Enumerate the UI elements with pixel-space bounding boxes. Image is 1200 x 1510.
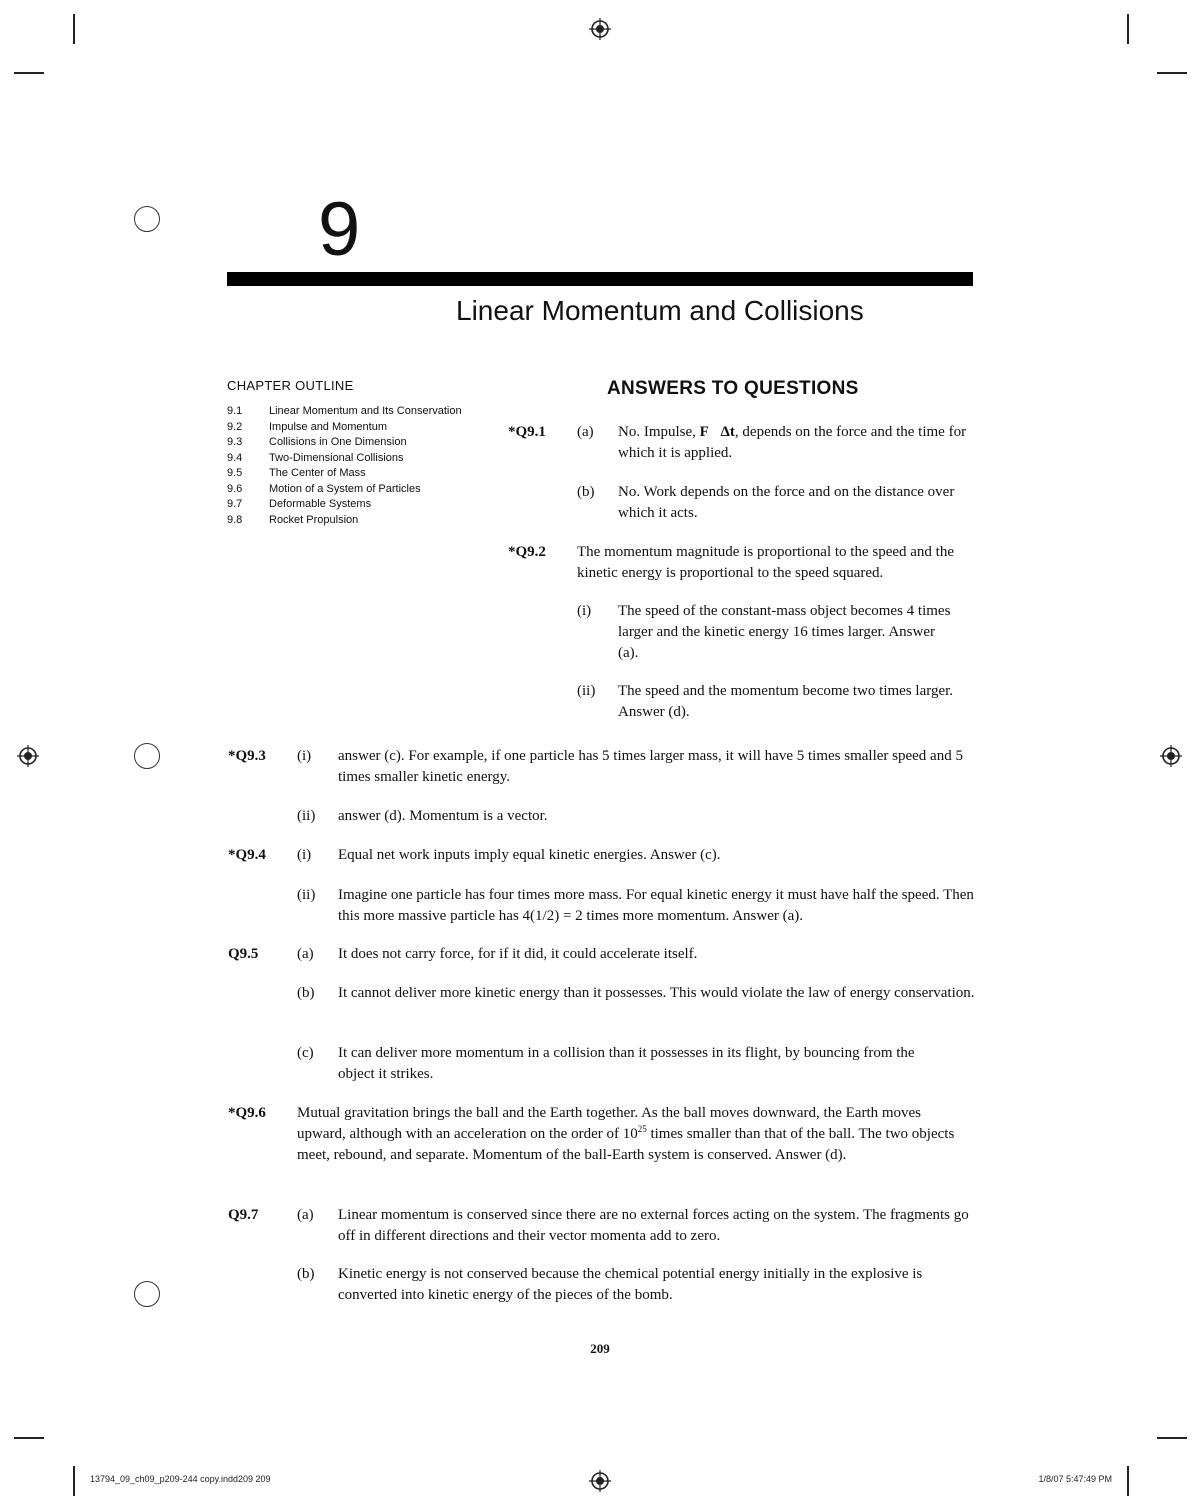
answers-heading: ANSWERS TO QUESTIONS bbox=[607, 378, 859, 399]
outline-item-title: Two-Dimensional Collisions bbox=[269, 451, 404, 464]
part-label: (b) bbox=[577, 484, 595, 500]
part-label: (b) bbox=[297, 1266, 315, 1282]
registration-mark-left-icon bbox=[17, 745, 39, 767]
outline-item-number: 9.7 bbox=[227, 498, 243, 510]
outline-item bbox=[227, 404, 477, 420]
crop-mark-top-left-horizontal bbox=[14, 72, 44, 74]
question-label: *Q9.4 bbox=[228, 847, 266, 863]
part-text: It cannot deliver more kinetic energy than it possesses. This would violate the law of energy conservation. bbox=[338, 985, 975, 1001]
crop-mark-top-right-horizontal bbox=[1157, 72, 1187, 74]
outline-item-number: 9.5 bbox=[227, 467, 243, 479]
part-text: Kinetic energy is not conserved because the chemical potential energy initially in the explosive is converted into kinetic energy of the pieces of the bomb. bbox=[338, 1266, 923, 1303]
outline-item-title: Rocket Propulsion bbox=[269, 513, 359, 526]
impulse-symbol: F⃗Δt bbox=[699, 424, 735, 440]
part-text: answer (d). Momentum is a vector. bbox=[338, 808, 548, 824]
part-label: (a) bbox=[297, 946, 314, 962]
outline-item-number: 9.1 bbox=[227, 405, 243, 417]
part-label: (ii) bbox=[577, 683, 596, 699]
outline-item bbox=[227, 420, 477, 436]
outline-item-number: 9.4 bbox=[227, 451, 243, 464]
outline-item bbox=[227, 497, 477, 513]
part-text: It does not carry force, for if it did, it could accelerate itself. bbox=[338, 946, 698, 962]
crop-mark-bottom-left-vertical bbox=[73, 1466, 75, 1496]
outline-item-number: 9.6 bbox=[227, 482, 243, 495]
question-label: Q9.5 bbox=[228, 946, 259, 962]
question-label: *Q9.2 bbox=[508, 544, 546, 560]
outline-item bbox=[227, 435, 477, 451]
part-label: (i) bbox=[577, 603, 592, 619]
question-text-lead: Mutual gravitation brings the ball and the Earth together. As the ball moves downward, the Earth moves upward, although with an acceleration on the order of 10 bbox=[297, 1105, 922, 1142]
outline-heading: CHAPTER OUTLINE bbox=[227, 378, 354, 393]
outline-item-title: Linear Momentum and Its Conservation bbox=[269, 405, 462, 417]
binder-hole-top bbox=[134, 206, 160, 232]
question-text-tail: times smaller than that of the ball. The two objects meet, rebound, and separate. Momentum of the ball-Earth system is conserved. Answer (d). bbox=[297, 1126, 955, 1163]
binder-hole-bottom bbox=[134, 1281, 160, 1307]
exponent: 25 bbox=[637, 1124, 647, 1134]
chapter-rule bbox=[227, 272, 973, 286]
outline-item-title: Impulse and Momentum bbox=[269, 420, 387, 433]
registration-mark-bottom-icon bbox=[589, 1470, 611, 1492]
part-text: It can deliver more momentum in a collision than it possesses in its flight, by bouncing from the object it strikes. bbox=[338, 1045, 915, 1082]
question-intro: The momentum magnitude is proportional to the speed and the kinetic energy is proportional to the speed squared. bbox=[577, 544, 954, 581]
crop-mark-top-left-vertical bbox=[73, 14, 75, 44]
outline-item bbox=[227, 466, 477, 482]
part-text: Imagine one particle has four times more mass. For equal kinetic energy it must have half the speed. Then this more massive particle has 4(1/2) = 2 times more momentum. Answer (a). bbox=[338, 887, 974, 924]
part-label: (a) bbox=[577, 424, 594, 440]
part-label: (b) bbox=[297, 985, 315, 1001]
part-text-lead: No. Impulse, bbox=[618, 424, 700, 440]
binder-hole-middle bbox=[134, 743, 160, 769]
question-label: *Q9.6 bbox=[228, 1105, 266, 1121]
outline-item bbox=[227, 482, 477, 498]
part-text: Equal net work inputs imply equal kinetic energies. Answer (c). bbox=[338, 847, 721, 863]
part-text: answer (c). For example, if one particle has 5 times larger mass, it will have 5 times smaller speed and 5 times smaller kinetic energy. bbox=[338, 748, 963, 785]
crop-mark-bottom-right-vertical bbox=[1127, 1466, 1129, 1496]
part-label: (ii) bbox=[297, 808, 316, 824]
part-text-tail: , depends on the force and the time for which it is applied. bbox=[618, 424, 967, 461]
outline-item bbox=[227, 513, 477, 529]
registration-mark-top-icon bbox=[589, 18, 611, 40]
outline-item-title: Motion of a System of Particles bbox=[269, 482, 421, 495]
part-text: No. Work depends on the force and on the distance over which it acts. bbox=[618, 484, 955, 521]
question-label: Q9.7 bbox=[228, 1207, 259, 1223]
outline-item-number: 9.2 bbox=[227, 420, 243, 433]
part-text: The speed of the constant-mass object becomes 4 times larger and the kinetic energy 16 times larger. Answer (a). bbox=[618, 603, 951, 661]
crop-mark-bottom-left-horizontal bbox=[14, 1437, 44, 1439]
footer-slug-left: 13794_09_ch09_p209-244 copy.indd209 209 bbox=[90, 1474, 271, 1484]
page-number: 209 bbox=[590, 1341, 610, 1356]
question-label: *Q9.3 bbox=[228, 748, 266, 764]
outline-item-title: The Center of Mass bbox=[269, 467, 366, 479]
registration-mark-right-icon bbox=[1160, 745, 1182, 767]
part-label: (ii) bbox=[297, 887, 316, 903]
part-label: (c) bbox=[297, 1045, 314, 1061]
outline-list bbox=[227, 404, 477, 528]
crop-mark-bottom-right-horizontal bbox=[1157, 1437, 1187, 1439]
part-text: Linear momentum is conserved since there are no external forces acting on the system. The fragments go off in different directions and their vector momenta add to zero. bbox=[338, 1207, 969, 1244]
outline-item bbox=[227, 451, 477, 467]
outline-item-title: Collisions in One Dimension bbox=[269, 436, 407, 448]
part-text bbox=[618, 422, 978, 464]
crop-mark-top-right-vertical bbox=[1127, 14, 1129, 44]
chapter-number: 9 bbox=[318, 187, 361, 272]
part-label: (i) bbox=[297, 847, 312, 863]
footer-slug-right: 1/8/07 5:47:49 PM bbox=[1038, 1474, 1112, 1484]
outline-item-number: 9.3 bbox=[227, 436, 243, 448]
part-label: (i) bbox=[297, 748, 312, 764]
question-label: *Q9.1 bbox=[508, 424, 546, 440]
part-label: (a) bbox=[297, 1207, 314, 1223]
chapter-title: Linear Momentum and Collisions bbox=[456, 295, 864, 326]
outline-item-number: 9.8 bbox=[227, 513, 243, 526]
part-text: The speed and the momentum become two times larger. Answer (d). bbox=[618, 683, 954, 720]
outline-item-title: Deformable Systems bbox=[269, 498, 372, 510]
question-text bbox=[297, 1103, 965, 1166]
